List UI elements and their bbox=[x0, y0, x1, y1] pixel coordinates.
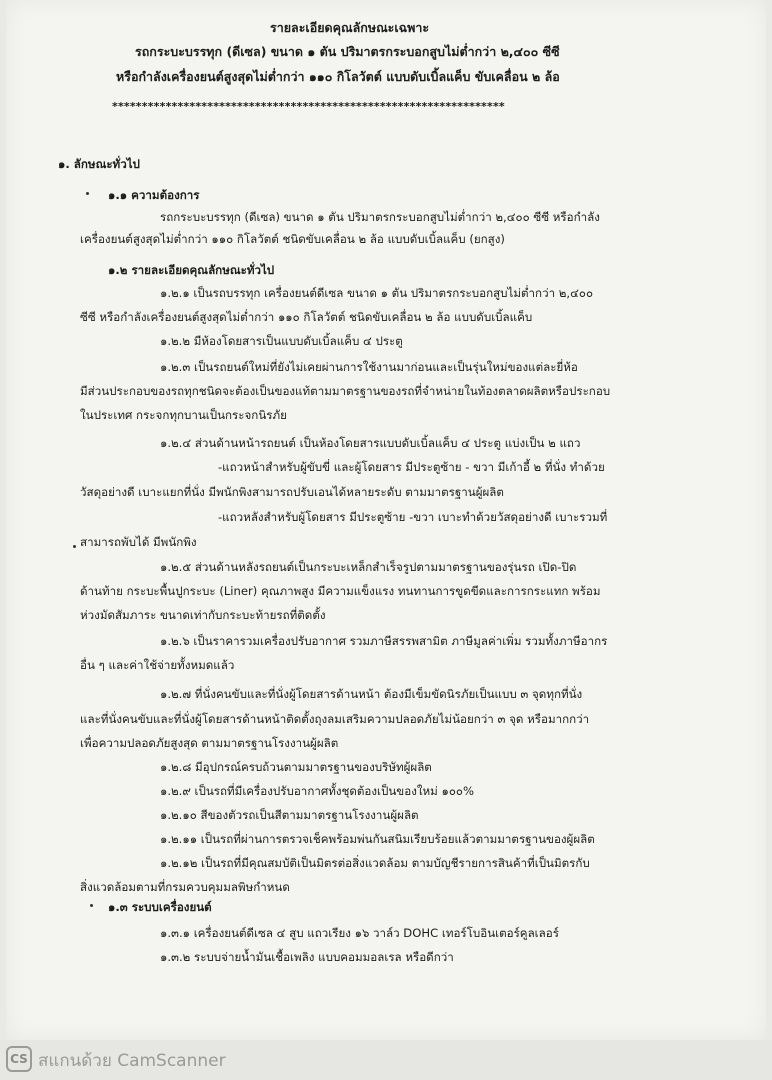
paragraph-line: เครื่องยนต์สูงสุดไม่ต่ำกว่า ๑๑๐ กิโลวัตต์ ชนิดขับเคลื่อน ๒ ล้อ แบบดับเบิ้ลแค็บ (ยกสูง) bbox=[80, 232, 505, 246]
paragraph-line: วัสดุอย่างดี เบาะแยกที่นั่ง มีพนักพิงสามารถปรับเอนได้หลายระดับ ตามมาตรฐานผู้ผลิต bbox=[80, 485, 504, 499]
paragraph-line: ซีซี หรือกำลังเครื่องยนต์สูงสุดไม่ต่ำกว่า ๑๑๐ กิโลวัตต์ ชนิดขับเคลื่อน ๒ ล้อ แบบดับเบิ้ลแค็บ bbox=[80, 310, 533, 324]
paragraph-line: ๑.๒.๒ มีห้องโดยสารเป็นแบบดับเบิ้ลแค็บ ๔ ประตู bbox=[160, 334, 403, 348]
doc-subtitle-line1: รถกระบะบรรทุก (ดีเซล) ขนาด ๑ ตัน ปริมาตรกระบอกสูบไม่ต่ำกว่า ๒,๔๐๐ ซีซี bbox=[135, 44, 560, 59]
paragraph-line: สิ่งแวดล้อมตามที่กรมควบคุมมลพิษกำหนด bbox=[80, 880, 290, 894]
paragraph-line: ๑.๒.๙ เป็นรถที่มีเครื่องปรับอากาศทั้งชุดต้องเป็นของใหม่ ๑๐๐% bbox=[160, 784, 475, 798]
paragraph-line: ๑.๒.๓ เป็นรถยนต์ใหม่ที่ยังไม่เคยผ่านการใช้งานมาก่อนและเป็นรุ่นใหม่ของแต่ละยี่ห้อ bbox=[160, 360, 578, 374]
section-1-1-heading: ๑.๑ ความต้องการ bbox=[108, 188, 200, 202]
paragraph-line: ด้านท้าย กระบะพื้นปูกระบะ (Liner) คุณภาพสูง มีความแข็งแรง ทนทานการขูดขีดและการกระแทก พร้อม bbox=[80, 584, 601, 598]
camscanner-logo-icon: CS bbox=[6, 1046, 32, 1072]
scan-speck bbox=[73, 545, 76, 548]
doc-subtitle-line2: หรือกำลังเครื่องยนต์สูงสุดไม่ต่ำกว่า ๑๑๐ กิโลวัตต์ แบบดับเบิ้ลแค็บ ขับเคลื่อน ๒ ล้อ bbox=[116, 69, 560, 84]
paragraph-line: ๑.๒.๑๒ เป็นรถที่มีคุณสมบัติเป็นมิตรต่อสิ่งแวดล้อม ตามบัญชีรายการสินค้าที่เป็นมิตรกับ bbox=[160, 856, 590, 870]
paragraph-line: ห่วงมัดสัมภาระ ขนาดเท่ากับกระบะท้ายรถที่ติดตั้ง bbox=[80, 608, 326, 622]
paragraph-line: -แถวหน้าสำหรับผู้ขับขี่ และผู้โดยสาร มีประตูซ้าย - ขวา มีเก้าอี้ ๒ ที่นั่ง ทำด้วย bbox=[218, 460, 605, 474]
paragraph-line: อื่น ๆ และค่าใช้จ่ายทั้งหมดแล้ว bbox=[80, 658, 235, 672]
paragraph-line: ๑.๒.๑ เป็นรถบรรทุก เครื่องยนต์ดีเซล ขนาด ๑ ตัน ปริมาตรกระบอกสูบไม่ต่ำกว่า ๒,๔๐๐ bbox=[160, 286, 594, 300]
doc-title: รายละเอียดคุณลักษณะเฉพาะ bbox=[270, 20, 430, 35]
scan-speck bbox=[90, 904, 93, 907]
paragraph-line: ๑.๒.๔ ส่วนด้านหน้ารถยนต์ เป็นห้องโดยสารแบบดับเบิ้ลแค็บ ๔ ประตู แบ่งเป็น ๒ แถว bbox=[160, 436, 581, 450]
paragraph-line: เพื่อความปลอดภัยสูงสุด ตามมาตรฐานโรงงานผู้ผลิต bbox=[80, 736, 339, 750]
scan-speck bbox=[86, 192, 89, 195]
paragraph-line: สามารถพับได้ มีพนักพิง bbox=[80, 535, 197, 549]
paragraph-line: ๑.๓.๑ เครื่องยนต์ดีเซล ๔ สูบ แถวเรียง ๑๖ วาล์ว DOHC เทอร์โบอินเตอร์คูลเลอร์ bbox=[160, 926, 559, 940]
paragraph-line: ๑.๒.๑๑ เป็นรถที่ผ่านการตรวจเช็คพร้อมพ่นกันสนิมเรียบร้อยแล้วตามมาตรฐานของผู้ผลิต bbox=[160, 832, 595, 846]
camscanner-watermark-text: สแกนด้วย CamScanner bbox=[38, 1051, 226, 1071]
paragraph-line: ๑.๒.๑๐ สีของตัวรถเป็นสีตามมาตรฐานโรงงานผู้ผลิต bbox=[160, 808, 419, 822]
paragraph-line: และที่นั่งคนขับและที่นั่งผู้โดยสารด้านหน้าติดตั้งถุงลมเสริมความปลอดภัยไม่น้อยกว่า ๓ จุด หรือมากกว่า bbox=[80, 712, 590, 726]
paragraph-line: ในประเทศ กระจกทุกบานเป็นกระจกนิรภัย bbox=[80, 408, 287, 422]
paragraph-line: -แถวหลังสำหรับผู้โดยสาร มีประตูซ้าย -ขวา เบาะทำด้วยวัสดุอย่างดี เบาะรวมที่ bbox=[218, 510, 608, 524]
paragraph-line: รถกระบะบรรทุก (ดีเซล) ขนาด ๑ ตัน ปริมาตรกระบอกสูบไม่ต่ำกว่า ๒,๔๐๐ ซีซี หรือกำลัง bbox=[160, 210, 600, 224]
paragraph-line: ๑.๒.๗ ที่นั่งคนขับและที่นั่งผู้โดยสารด้านหน้า ต้องมีเข็มขัดนิรภัยเป็นแบบ ๓ จุดทุกที่นั่ง bbox=[160, 687, 583, 701]
section-1-heading: ๑. ลักษณะทั่วไป bbox=[58, 157, 140, 171]
separator-line: ****************************************************************** bbox=[112, 100, 505, 113]
paragraph-line: ๑.๓.๒ ระบบจ่ายน้ำมันเชื้อเพลิง แบบคอมมอลเรล หรือดีกว่า bbox=[160, 950, 454, 964]
paragraph-line: มีส่วนประกอบของรถทุกชนิดจะต้องเป็นของแท้ตามมาตรฐานของรถที่จำหน่ายในท้องตลาดผลิตหรือประกอบ bbox=[80, 384, 611, 398]
paragraph-line: ๑.๒.๘ มีอุปกรณ์ครบถ้วนตามมาตรฐานของบริษัทผู้ผลิต bbox=[160, 760, 432, 774]
paragraph-line: ๑.๒.๕ ส่วนด้านหลังรถยนต์เป็นกระบะเหล็กสำเร็จรูปตามมาตรฐานของรุ่นรถ เปิด-ปิด bbox=[160, 560, 577, 574]
paragraph-line: ๑.๒.๖ เป็นราคารวมเครื่องปรับอากาศ รวมภาษีสรรพสามิต ภาษีมูลค่าเพิ่ม รวมทั้งภาษีอากร bbox=[160, 634, 608, 648]
section-1-2-heading: ๑.๒ รายละเอียดคุณลักษณะทั่วไป bbox=[108, 263, 275, 277]
section-1-3-heading: ๑.๓ ระบบเครื่องยนต์ bbox=[108, 900, 212, 914]
